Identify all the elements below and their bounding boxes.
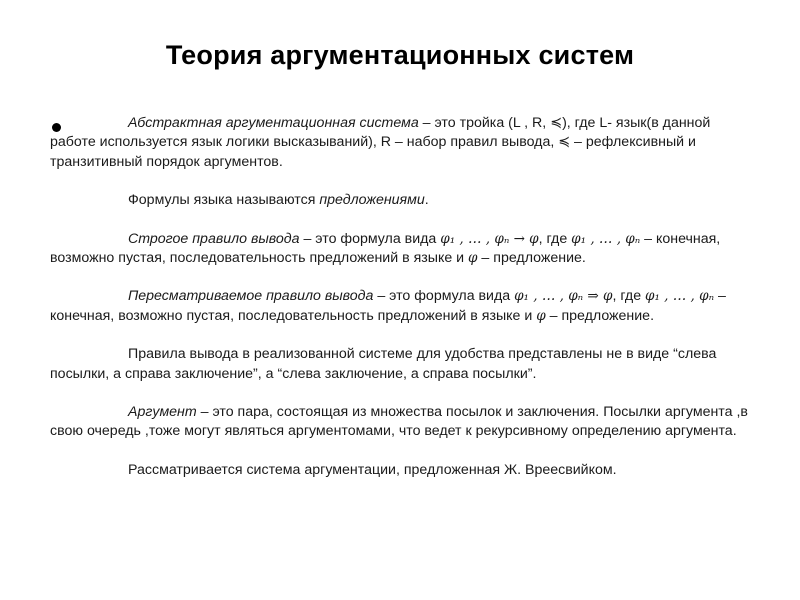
strict-rule-text-2: , где [538,230,572,247]
strict-rule-text-1: – это формула вида [299,230,441,247]
term-strict-rule: Строгое правило вывода [128,230,300,247]
defeasible-rule-text-4: – предложение. [545,307,655,324]
slide-body [50,114,750,480]
argument-definition: – это пара, состоящая из множества посылок и заключения. Посылки аргумента ,в свою очередь ,тоже могут являться аргументомами, что ведет к рекурсивному определению аргумента. [50,404,748,440]
vreeswijk-text: Рассматривается система аргументации, предложенная Ж. Вреесвийком. [128,461,617,478]
rule-representation-text: Правила вывода в реализованной системе для удобства представлены не в виде “слева посылки, а справа заключение”, а “слева заключение, а справа посылки”. [50,346,717,382]
strict-rule-phi: φ [468,250,478,267]
paragraph-rule-representation [50,345,750,384]
abstract-system-definition: – это тройка (L , R, ≼), где L- язык(в данной работе используется язык логики высказываний), R – набор правил вывода, ≼ – рефлексивный и транзитивный порядок аргументов. [50,115,711,170]
strict-rule-text-4: – предложение. [477,250,586,267]
strict-rule-text-3: – конечная, возможно пустая, последовательность предложений в языке и [50,230,721,267]
paragraph-defeasible-rule [50,287,750,326]
sentences-text-after: . [424,192,429,209]
paragraph-vreeswijk [50,461,750,480]
defeasible-rule-formula: φ₁ , … , φₙ ⇒ φ [514,288,613,305]
defeasible-rule-list: φ₁ , … , φₙ [645,288,715,305]
paragraph-strict-rule [50,230,750,269]
defeasible-rule-phi: φ [536,307,546,324]
term-abstract-system: Абстрактная аргументационная система [128,115,419,131]
term-argument: Аргумент [128,404,197,421]
paragraph-abstract-system [50,114,750,172]
sentences-text-before: Формулы языка называются [128,192,320,209]
defeasible-rule-text-3: – конечная, возможно пустая, последовательность предложений в языке и [50,288,726,324]
term-sentences: предложениями [319,192,425,209]
slide-title: Теория аргументационных систем [165,40,635,70]
paragraph-sentences [50,191,750,210]
strict-rule-list: φ₁ , … , φₙ [571,230,641,247]
defeasible-rule-text-2: , где [612,288,646,305]
defeasible-rule-text-1: – это формула вида [373,288,515,305]
term-defeasible-rule: Пересматриваемое правило вывода [128,288,374,305]
strict-rule-formula: φ₁ , … , φₙ → φ [440,230,539,247]
paragraph-argument [50,403,750,442]
